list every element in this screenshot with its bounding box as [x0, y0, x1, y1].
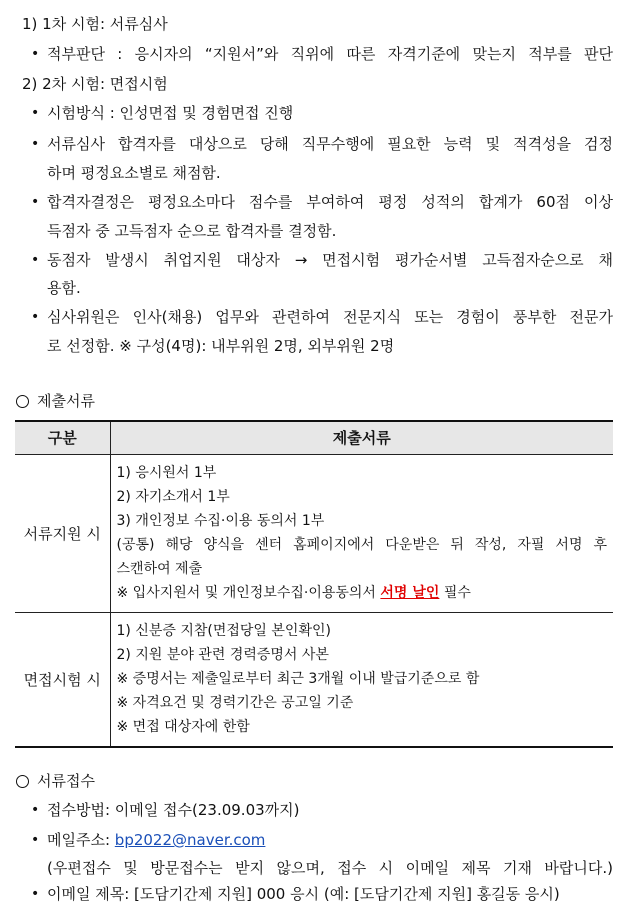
bullet-dot: • — [31, 832, 40, 848]
docs-section-title: 제출서류 — [37, 392, 95, 410]
bullet-dot: • — [31, 46, 40, 62]
receipt-note: (우편접수 및 방문접수는 받지 않으며, 접수 시 이메일 제목 기재 바랍니다.) — [47, 859, 613, 877]
receipt-email-line — [47, 830, 265, 850]
circle-icon — [16, 395, 29, 408]
circle-icon — [16, 775, 29, 788]
doc-line: 3) 개인정보 수집·이용 동의서 1부 — [116, 512, 325, 529]
stage1-heading: 1) 1차 시험: 서류심사 — [22, 15, 168, 33]
table-header-row — [15, 421, 613, 454]
doc-line: ※ 면접 대상자에 한함 — [116, 718, 250, 735]
doc-line: ※ 자격요건 및 경력기간은 공고일 기준 — [116, 694, 354, 711]
doc-line: ※ 증명서는 제출일로부터 최근 3개월 이내 발급기준으로 함 — [116, 670, 480, 687]
doc-line: 1) 신분증 지참(면접당일 본인확인) — [116, 622, 331, 639]
row-documents — [110, 612, 613, 747]
doc-line: (공통) 해당 양식을 센터 홈페이지에서 다운받은 뒤 작성, 자필 서명 후 — [116, 536, 607, 553]
bullet-dot: • — [31, 194, 40, 210]
stage2-bullet-decision-2: 득점자 중 고득점자 순으로 합격자를 결정함. — [47, 222, 337, 240]
email-link[interactable]: bp2022@naver.com — [114, 831, 266, 849]
stage2-bullet-screening-1: 서류심사 합격자를 대상으로 당해 직무수행에 필요한 능력 및 적격성을 검정 — [47, 135, 613, 153]
stage2-bullet-screening-2: 하며 평정요소별로 채점함. — [47, 164, 221, 182]
doc-line: 2) 자기소개서 1부 — [116, 488, 230, 505]
doc-line: 2) 지원 분야 관련 경력증명서 사본 — [116, 646, 329, 663]
stage2-bullet-tie-2: 용함. — [47, 279, 81, 297]
row-category: 서류지원 시 — [15, 454, 110, 612]
table-row — [15, 454, 613, 612]
row-category: 면접시험 시 — [15, 612, 110, 747]
stage2-bullet-judges-1: 심사위원은 인사(채용) 업무와 관련하여 전문지식 또는 경험이 풍부한 전문가 — [47, 308, 613, 326]
bullet-dot: • — [31, 136, 40, 152]
column-header-documents: 제출서류 — [110, 421, 613, 454]
bullet-dot: • — [31, 105, 40, 121]
documents-table — [15, 420, 613, 748]
email-label: 메일주소: — [47, 831, 115, 849]
stage2-bullet-judges-2: 로 선정함. ※ 구성(4명): 내부위원 2명, 외부위원 2명 — [47, 337, 395, 355]
stage1-bullet: 적부판단 : 응시자의 “지원서”와 직위에 따른 자격기준에 맞는지 적부를 판단 — [47, 45, 613, 63]
bullet-dot: • — [31, 886, 40, 902]
doc-line-signature-note — [117, 581, 608, 605]
stage2-bullet-tie-1: 동점자 발생시 취업지원 대상자 → 면접시험 평가순서별 고득점자순으로 채 — [47, 251, 613, 269]
doc-line: 1) 응시원서 1부 — [116, 464, 217, 481]
receipt-section-title: 서류접수 — [37, 772, 95, 790]
bullet-dot: • — [31, 802, 40, 818]
note-text: ※ 입사지원서 및 개인정보수집·이용동의서 — [116, 584, 381, 601]
bullet-dot: • — [31, 309, 40, 325]
column-header-category: 구분 — [15, 421, 110, 454]
table-row — [15, 612, 613, 747]
signature-highlight: 서명 날인 — [380, 584, 440, 601]
note-text: 필수 — [439, 584, 471, 601]
bullet-dot: • — [31, 252, 40, 268]
receipt-subject: 이메일 제목: [도담기간제 지원] 000 응시 (예: [도담기간제 지원] 홍길동 응시) — [47, 885, 560, 903]
receipt-method: 접수방법: 이메일 접수(23.09.03까지) — [47, 801, 300, 819]
row-documents — [110, 454, 613, 612]
stage2-bullet-method: 시험방식 : 인성면접 및 경험면접 진행 — [47, 104, 294, 122]
doc-line: 스캔하여 제출 — [116, 560, 203, 577]
stage2-bullet-decision-1: 합격자결정은 평정요소마다 점수를 부여하여 평정 성적의 합계가 60점 이상 — [47, 193, 613, 211]
stage2-heading: 2) 2차 시험: 면접시험 — [22, 75, 168, 93]
